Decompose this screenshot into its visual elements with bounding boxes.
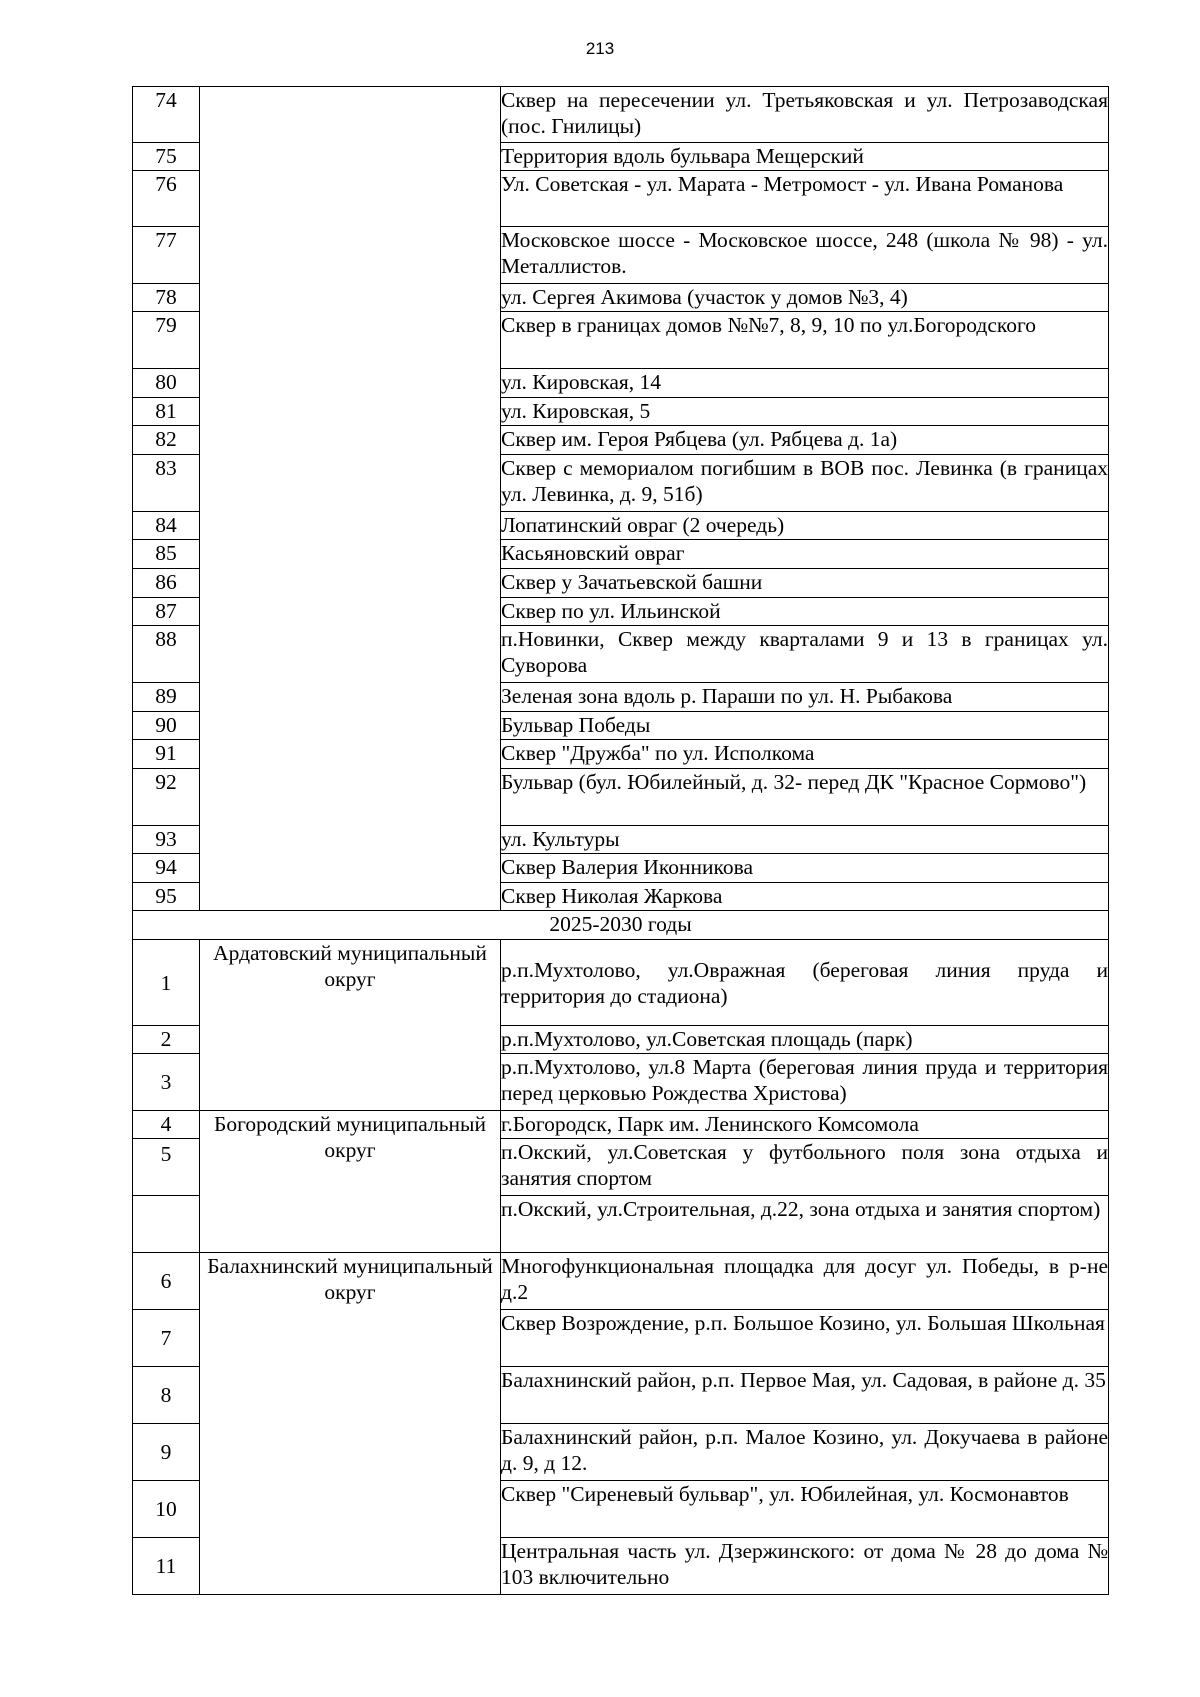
row-number: 82: [133, 426, 200, 455]
location-text: Касьяновский овраг: [501, 540, 1109, 569]
location-text: Сквер "Дружба" по ул. Исполкома: [501, 740, 1109, 769]
location-text: Ул. Советская - ул. Марата - Метромост - ул. Ивана Романова: [501, 171, 1109, 227]
table-row: [133, 1111, 1109, 1139]
location-text: Сквер Возрождение, р.п. Большое Козино, ул. Большая Школьная: [501, 1310, 1109, 1367]
location-text: ул. Кировская, 14: [501, 369, 1109, 398]
row-number: 79: [133, 312, 200, 369]
location-text: Сквер у Зачатьевской башни: [501, 569, 1109, 598]
row-number: 94: [133, 854, 200, 883]
location-text: Балахнинский район, р.п. Первое Мая, ул. Садовая, в районе д. 35: [501, 1367, 1109, 1424]
row-number: 78: [133, 284, 200, 312]
location-text: р.п.Мухтолово, ул.Овражная (береговая линия пруда и территория до стадиона): [501, 940, 1109, 1026]
row-number: 87: [133, 598, 200, 626]
location-text: Зеленая зона вдоль р. Параши по ул. Н. Рыбакова: [501, 683, 1109, 712]
district-name: Балахнинский муниципальный округ: [200, 1253, 501, 1595]
location-text: р.п.Мухтолово, ул.Советская площадь (парк): [501, 1026, 1109, 1054]
location-text: Сквер "Сиреневый бульвар", ул. Юбилейная, ул. Космонавтов: [501, 1481, 1109, 1538]
row-number: 90: [133, 712, 200, 740]
location-text: п.Окский, ул.Строительная, д.22, зона отдыха и занятия спортом): [501, 1196, 1109, 1253]
row-number: 4: [133, 1111, 200, 1139]
row-number: 9: [133, 1424, 200, 1481]
row-number: 91: [133, 740, 200, 769]
location-text: Бульвар Победы: [501, 712, 1109, 740]
green-areas-table: [132, 86, 1109, 1595]
district-name: Богородский муниципальный округ: [200, 1111, 501, 1253]
row-number: 7: [133, 1310, 200, 1367]
location-text: ул. Кировская, 5: [501, 398, 1109, 426]
row-number: 2: [133, 1026, 200, 1054]
location-text: Многофункциональная площадка для досуг ул. Победы, в р-не д.2: [501, 1253, 1109, 1310]
row-number: 6: [133, 1253, 200, 1310]
location-text: ул. Культуры: [501, 826, 1109, 854]
location-text: Сквер Николая Жаркова: [501, 883, 1109, 911]
row-number: 76: [133, 171, 200, 227]
row-number: 93: [133, 826, 200, 854]
table-row: [133, 87, 1109, 143]
row-number: 88: [133, 626, 200, 683]
location-text: Сквер Валерия Иконникова: [501, 854, 1109, 883]
district-cell-empty: [200, 87, 501, 911]
row-number: 85: [133, 540, 200, 569]
row-number: 74: [133, 87, 200, 143]
row-number: 83: [133, 455, 200, 512]
row-number: 95: [133, 883, 200, 911]
location-text: Территория вдоль бульвара Мещерский: [501, 143, 1109, 171]
row-number: 1: [133, 940, 200, 1026]
location-text: Сквер им. Героя Рябцева (ул. Рябцева д. 1а): [501, 426, 1109, 455]
row-number: 3: [133, 1054, 200, 1111]
row-number: 89: [133, 683, 200, 712]
location-text: Сквер по ул. Ильинской: [501, 598, 1109, 626]
location-text: г.Богородск, Парк им. Ленинского Комсомола: [501, 1111, 1109, 1139]
row-number: 8: [133, 1367, 200, 1424]
row-number: 86: [133, 569, 200, 598]
page-number: 213: [585, 39, 615, 58]
location-text: Центральная часть ул. Дзержинского: от дома № 28 до дома № 103 включительно: [501, 1538, 1109, 1595]
row-number: 77: [133, 227, 200, 284]
location-text: Лопатинский овраг (2 очередь): [501, 512, 1109, 540]
row-number: [133, 1196, 200, 1253]
table-row: [133, 1253, 1109, 1310]
location-text: Сквер с мемориалом погибшим в ВОВ пос. Левинка (в границах ул. Левинка, д. 9, 51б): [501, 455, 1109, 512]
section-header: 2025-2030 годы: [133, 911, 1109, 940]
row-number: 92: [133, 769, 200, 826]
location-text: Бульвар (бул. Юбилейный, д. 32- перед ДК "Красное Сормово"): [501, 769, 1109, 826]
table-row: [133, 940, 1109, 1026]
location-text: п.Окский, ул.Советская у футбольного поля зона отдыха и занятия спортом: [501, 1139, 1109, 1196]
row-number: 75: [133, 143, 200, 171]
row-number: 84: [133, 512, 200, 540]
row-number: 11: [133, 1538, 200, 1595]
location-text: п.Новинки, Сквер между кварталами 9 и 13 в границах ул. Суворова: [501, 626, 1109, 683]
row-number: 80: [133, 369, 200, 398]
row-number: 5: [133, 1139, 200, 1196]
row-number: 81: [133, 398, 200, 426]
location-text: Балахнинский район, р.п. Малое Козино, ул. Докучаева в районе д. 9, д 12.: [501, 1424, 1109, 1481]
location-text: р.п.Мухтолово, ул.8 Марта (береговая линия пруда и территория перед церковью Рождества Христова): [501, 1054, 1109, 1111]
district-name: Ардатовский муниципальный округ: [200, 940, 501, 1111]
location-text: Сквер в границах домов №№7, 8, 9, 10 по ул.Богородского: [501, 312, 1109, 369]
location-text: Сквер на пересечении ул. Третьяковская и ул. Петрозаводская (пос. Гнилицы): [501, 87, 1109, 143]
location-text: ул. Сергея Акимова (участок у домов №3, 4): [501, 284, 1109, 312]
location-text: Московское шоссе - Московское шоссе, 248 (школа № 98) - ул. Металлистов.: [501, 227, 1109, 284]
row-number: 10: [133, 1481, 200, 1538]
section-header-row: [133, 911, 1109, 940]
